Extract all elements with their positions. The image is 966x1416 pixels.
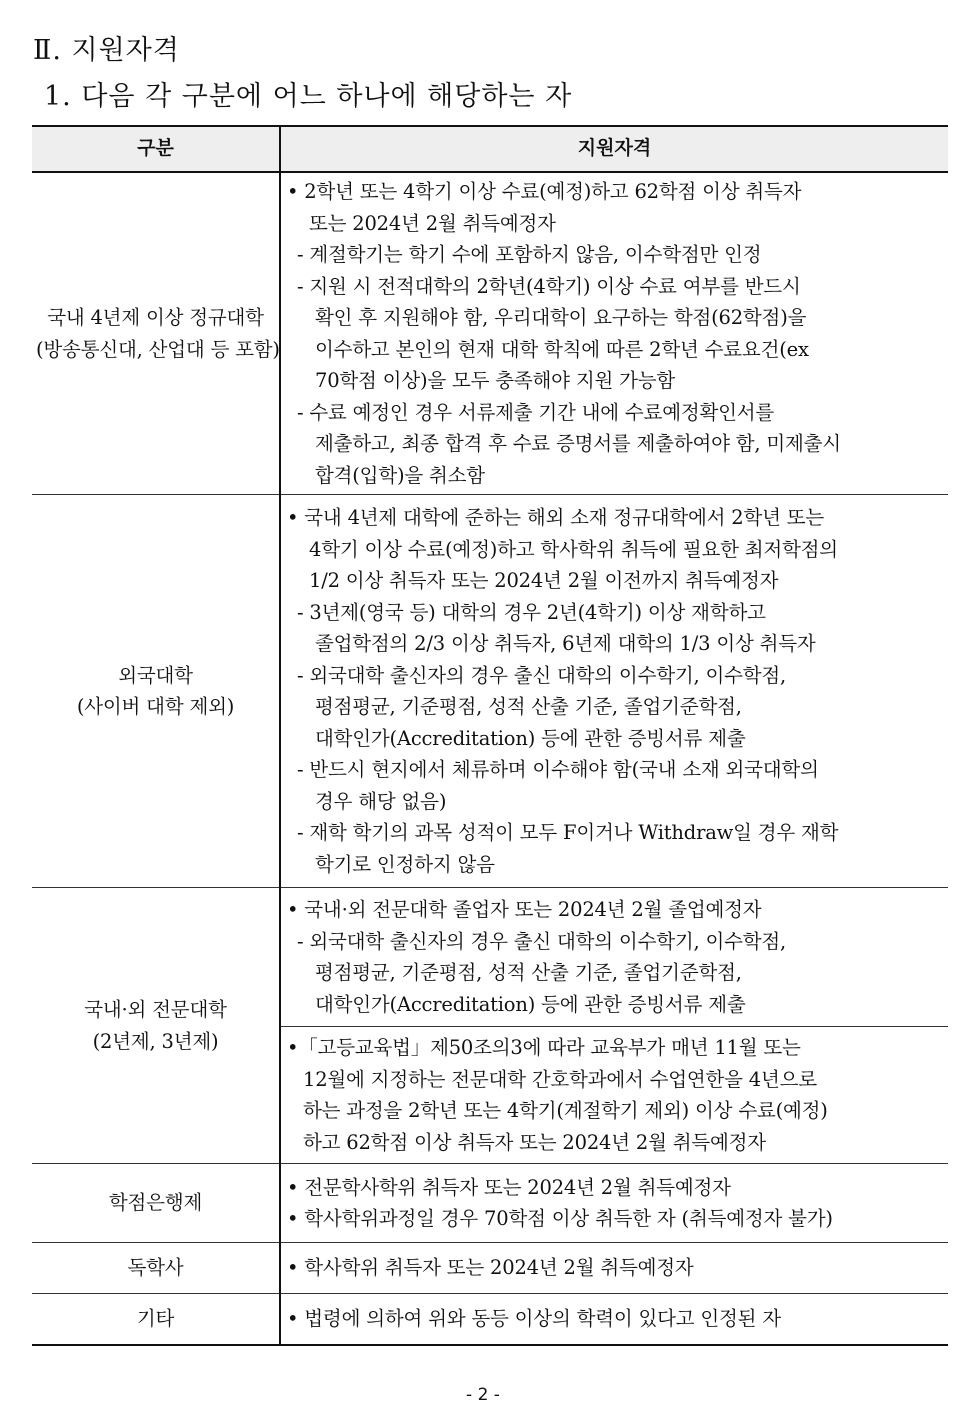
qualification-line: • 2학년 또는 4학기 이상 수료(예정)하고 62학점 이상 취득자 [287,180,802,203]
qualification-line: 1/2 이상 취득자 또는 2024년 2월 이전까지 취득예정자 [309,569,779,592]
category-cell [32,172,280,495]
qualification-line: - 외국대학 출신자의 경우 출신 대학의 이수학기, 이수학점, [297,929,787,953]
category-line: 독학사 [127,1256,184,1280]
qualification-line: • 전문학사학위 취득자 또는 2024년 2월 취득예정자 [287,1175,731,1199]
category-line: (2년제, 3년제) [92,1029,219,1053]
qualification-line: 하고 62학점 이상 취득자 또는 2024년 2월 취득예정자 [303,1130,766,1154]
qualification-line: 학기로 인정하지 않음 [315,852,495,876]
qualification-line: - 반드시 현지에서 체류하며 이수해야 함(국내 소재 외국대학의 [297,758,819,781]
qualification-line: - 지원 시 전적대학의 2학년(4학기) 이상 수료 여부를 반드시 [297,274,801,298]
category-line: 기타 [136,1307,175,1331]
qualification-line: • 학사학위 취득자 또는 2024년 2월 취득예정자 [287,1256,694,1280]
table-row [32,888,948,1027]
qualification-line: 하는 과정을 2학년 또는 4학기(계절학기 제외) 이상 수료(예정) [303,1099,828,1122]
page-number: - 2 - [466,1385,500,1405]
qualification-line: • 국내 4년제 대학에 준하는 해외 소재 정규대학에서 2학년 또는 [287,506,824,529]
qualification-line: 70학점 이상)을 모두 충족해야 지원 가능함 [315,369,676,392]
qualification-cell [280,495,948,888]
category-cell [32,888,280,1164]
qualification-line: 이수하고 본인의 현재 대학 학칙에 따른 2학년 수료요건(ex [315,337,809,361]
qualification-cell [280,172,948,495]
header-category: 구분 [32,126,280,172]
qualification-line: 12월에 지정하는 전문대학 간호학과에서 수업연한을 4년으로 [303,1067,817,1091]
qualification-line: • 학사학위과정일 경우 70학점 이상 취득한 자 (취득예정자 불가) [287,1207,833,1230]
qualification-line: 경우 해당 없음) [315,789,447,813]
category-line: (방송통신대, 산업대 등 포함) [36,337,280,361]
qualification-line: • 국내·외 전문대학 졸업자 또는 2024년 2월 졸업예정자 [287,898,762,921]
category-line: 국내 4년제 이상 정규대학 [47,306,264,329]
category-cell [32,1243,280,1294]
qualification-line: 또는 2024년 2월 취득예정자 [309,211,556,235]
qualification-line: 합격(입학)을 취소함 [315,463,485,487]
qualification-table [32,125,948,1346]
qualification-line: 졸업학점의 2/3 이상 취득자, 6년제 대학의 1/3 이상 취득자 [315,632,816,655]
qualification-cell [280,888,948,1027]
qualification-line: •「고등교육법」제50조의3에 따라 교육부가 매년 11월 또는 [287,1036,801,1059]
qualification-line: 4학기 이상 수료(예정)하고 학사학위 취득에 필요한 최저학점의 [309,537,838,561]
subsection-title: 1. 다음 각 구분에 어느 하나에 해당하는 자 [44,81,573,112]
category-line: 학점은행제 [108,1191,203,1215]
table-row [32,495,948,888]
category-line: 외국대학 [118,663,193,687]
qualification-line: - 계절학기는 학기 수에 포함하지 않음, 이수학점만 인정 [297,243,762,266]
category-line: (사이버 대학 제외) [76,695,235,718]
table-row [32,1294,948,1346]
qualification-cell [280,1243,948,1294]
category-cell [32,1294,280,1346]
table-row [32,1243,948,1294]
qualification-line: - 수료 예정인 경우 서류제출 기간 내에 수료예정확인서를 [297,400,775,424]
section-title: Ⅱ. 지원자격 [33,35,180,66]
category-cell [32,495,280,888]
qualification-line: - 외국대학 출신자의 경우 출신 대학의 이수학기, 이수학점, [297,663,787,687]
qualification-line: 제출하고, 최종 합격 후 수료 증명서를 제출하여야 함, 미제출시 [315,432,841,455]
qualification-line: 대학인가(Accreditation) 등에 관한 증빙서류 제출 [315,726,746,750]
qualification-line: 대학인가(Accreditation) 등에 관한 증빙서류 제출 [315,992,746,1016]
table-row [32,1164,948,1243]
qualification-line: - 재학 학기의 과목 성적이 모두 F이거나 Withdraw일 경우 재학 [297,821,839,844]
qualification-cell [280,1294,948,1346]
header-qualification: 지원자격 [280,126,948,172]
qualification-cell [280,1164,948,1243]
qualification-line: - 3년제(영국 등) 대학의 경우 2년(4학기) 이상 재학하고 [297,600,766,624]
qualification-line: • 법령에 의하여 위와 동등 이상의 학력이 있다고 인정된 자 [287,1307,781,1331]
category-cell [32,1164,280,1243]
table-row [32,172,948,495]
qualification-line: 평점평균, 기준평점, 성적 산출 기준, 졸업기준학점, [315,695,742,718]
table-header-row [32,126,948,172]
qualification-line: 확인 후 지원해야 함, 우리대학이 요구하는 학점(62학점)을 [315,306,807,329]
qualification-line: 평점평균, 기준평점, 성적 산출 기준, 졸업기준학점, [315,961,742,984]
qualification-cell [280,1027,948,1164]
category-line: 국내·외 전문대학 [84,998,227,1021]
